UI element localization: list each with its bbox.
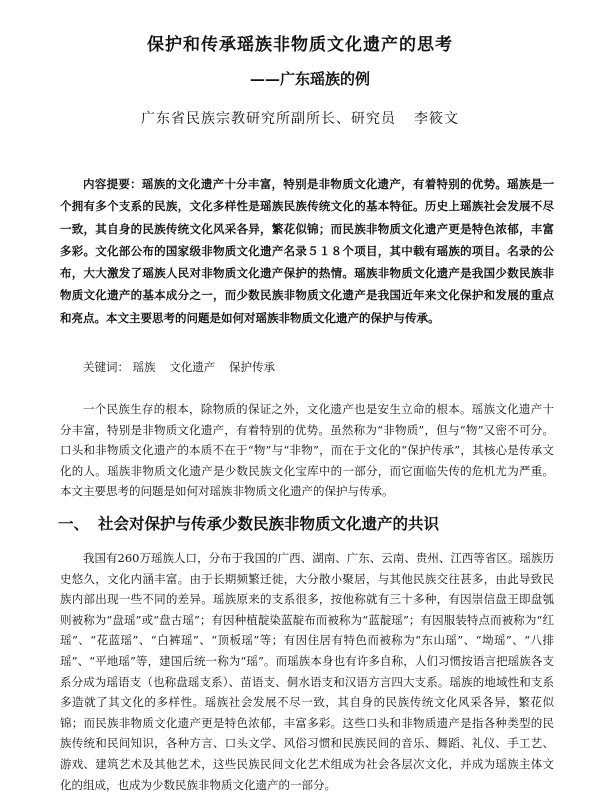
keyword: 瑶族 — [132, 360, 156, 374]
keywords-label: 关键词： — [83, 360, 129, 374]
keyword: 文化遗产 — [169, 360, 216, 374]
paper-title: 保护和传承瑶族非物质文化遗产的思考 — [147, 35, 453, 55]
author-name: 李筱文 — [414, 111, 459, 127]
abstract-label: 内容提要： — [83, 177, 142, 191]
body-paragraph: 我国有260万瑶族人口，分布于我国的广西、湖南、广东、云南、贵州、江西等省区。瑶族历史悠久，文化内涵丰富。由于长期频繁迁徙，大分散小聚居，与其他民族交往甚多，由此导致民族内部出现一些不同的差异。瑶族原来的支系很多，按他称就有三十多种，有因崇信盘王即盘瓠则被称为“盘瑶”或“盘古瑶”；有因种植靛染蓝靛布而被称为“蓝靛瑶”；有因服装特点而被称为“红瑶”、“花蓝瑶”、“白裤瑶”、“顶板瑶”等；有因住居有特色而被称为“东山瑶”、“坳瑶”、“八排瑶”、“平地瑶”等，建国后统一称为“瑶”。而瑶族本身也有许多自称，人们习惯按语言把瑶族各支系分成为瑶语支（也称盘瑶支系）、苗语支、侗水语支和汉语方言四大支系。瑶族的地域性和支系多造就了其文化的多样性。瑶族社会发展不尽一致，其自身的民族传统文化风采各异，繁花似锦；而民族非物质文化遗产更是特色浓郁，丰富多彩。这些口头和非物质遗产是指各种类型的民族传统和民间知识，各种方言、口头文学、风俗习惯和民族民间的音乐、舞蹈、礼仪、手工艺、游戏、建筑艺术及其他艺术，这些民族民间文化艺术组成为社会各层次文化，并成为瑶族主体文化的组成，也成为少数民族非物质文化遗产的一部分。 — [60, 551, 554, 792]
abstract-text: 瑶族的文化遗产十分丰富，特别是非物质文化遗产，有着特别的优势。瑶族是一个拥有多个支系的民族，文化多样性是瑶族民族传统文化的基本特征。历史上瑶族社会发展不尽一致，其自身的民族传统文化风采各异，繁花似锦；而民族非物质文化遗产更是特色浓郁，丰富多彩。文化部公布的国家级非物质文化遗产名录５１８个项目，其中载有瑶族的项目。名录的公布，大大激发了瑶族人民对非物质文化遗产保护的热情。瑶族非物质文化遗产是我国少数民族非物质文化遗产的基本成分之一，而少数民族非物质文化遗产是我国近年来文化保护和发展的重点和亮点。本文主要思考的问题是如何对瑶族非物质文化遗产的保护与传承。 — [60, 177, 555, 325]
intro-paragraph: 一个民族生存的根本，除物质的保证之外，文化遗产也是安生立命的根本。瑶族文化遗产十分丰富，特别是非物质文化遗产，有着特别的优势。虽然称为“非物质”，但与“物”又密不可分。口头和非物质文化遗产的本质不在于“物”与“非物”，而在于文化的“保护传承”，其核心是传承文化的人。瑶族非物质文化遗产是少数民族文化宝库中的一部分，而它面临失传的危机尤为严重。本文主要思考的问题是如何对瑶族非物质文化遗产的保护与传承。 — [60, 402, 554, 498]
keyword: 保护传承 — [228, 360, 275, 374]
author-affiliation: 广东省民族宗教研究所副所长、研究员 — [141, 111, 396, 127]
abstract — [60, 173, 554, 329]
section-title: 社会对保护与传承少数民族非物质文化遗产的共识 — [98, 514, 440, 533]
section-number: 一、 — [58, 514, 90, 533]
paper-subtitle: ——广东瑶族的例 — [250, 70, 371, 88]
keywords — [60, 359, 554, 375]
author-line — [0, 108, 600, 128]
section-heading — [58, 512, 554, 534]
